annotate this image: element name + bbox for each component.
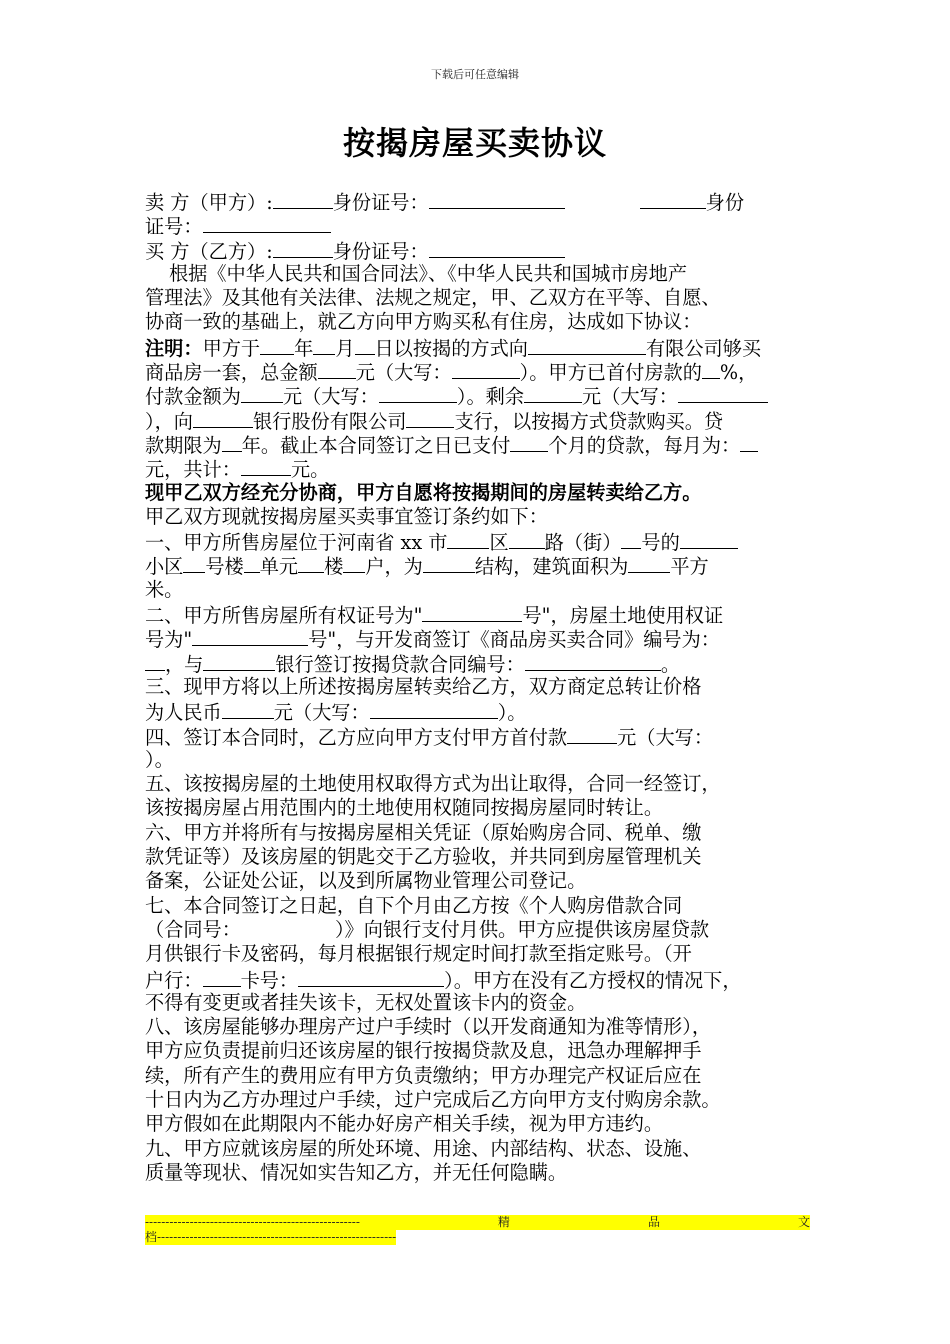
clause-8-line: 甲方假如在此期限内不能办好房产相关手续，视为甲方违约。 <box>145 1112 664 1136</box>
text: 元（大写： <box>273 701 370 725</box>
text: 号的 <box>641 531 680 555</box>
opening-bank-blank[interactable] <box>203 967 241 987</box>
footer-word: 文 <box>797 1215 810 1229</box>
clause-2-line <box>145 651 835 675</box>
clause-7-line: 不得有变更或者挂失该卡，无权处置该卡内的资金。 <box>145 990 587 1014</box>
text: 卡号： <box>240 968 299 992</box>
clause-9-line: 质量等现状、情况如实告知乙方，并无任何隐瞒。 <box>145 1160 568 1184</box>
text: 四、签订本合同时，乙方应向甲方支付甲方首付款 <box>145 725 568 749</box>
structure-blank[interactable] <box>423 553 475 573</box>
text: 元。 <box>290 458 330 482</box>
paid-words-blank[interactable] <box>379 383 457 403</box>
ownership-cert-blank[interactable] <box>422 602 522 622</box>
text: 元（大写： <box>282 385 379 409</box>
text: 日以按揭的方式向 <box>374 336 528 360</box>
seller2-id-blank[interactable] <box>203 213 331 233</box>
footer-row-2: 档----------------------------------------------------------- <box>145 1230 397 1244</box>
loan-bank-blank[interactable] <box>203 651 275 671</box>
clause-9-line: 九、甲方应就该房屋的所处环境、用途、内部结构、状态、设施、 <box>145 1136 702 1160</box>
text: 银行签订按揭贷款合同编号： <box>275 652 525 676</box>
remaining-words-blank[interactable] <box>678 383 768 403</box>
clause-6-line: 六、甲方并将所有与按揭房屋相关凭证（原始购房合同、税单、缴 <box>145 820 702 844</box>
text: 甲方于 <box>202 336 261 360</box>
seller-id-line <box>145 213 835 237</box>
seller-name-blank[interactable] <box>273 189 333 209</box>
text: 有限公司够买 <box>646 336 762 360</box>
text: 区 <box>489 531 509 555</box>
total-paid-line <box>145 456 835 480</box>
clause-1-line <box>145 529 835 553</box>
text: 银行股份有限公司 <box>252 409 407 433</box>
year-blank[interactable] <box>260 335 294 355</box>
text: ）。甲方已首付房款的 <box>519 361 702 385</box>
down-payment-blank[interactable] <box>567 724 617 744</box>
note-line <box>145 335 835 359</box>
room-blank[interactable] <box>343 553 365 573</box>
total-words-blank[interactable] <box>452 359 520 379</box>
text: 号楼 <box>205 555 244 579</box>
footer-watermark <box>145 1215 810 1245</box>
text: 小区 <box>145 555 184 579</box>
text: 月 <box>335 336 355 360</box>
branch-blank[interactable] <box>406 408 454 428</box>
text: 支行，以按揭方式贷款购买。贷 <box>454 409 724 433</box>
text: 元（大写： <box>582 385 678 409</box>
text: 元（大写： <box>355 361 452 385</box>
remaining-blank[interactable] <box>524 383 582 403</box>
text: ）。甲方在没有乙方授权的情况下， <box>444 968 742 992</box>
text: 结构，建筑面积为 <box>474 555 629 579</box>
text: 个月的贷款，每月为： <box>548 433 741 457</box>
preamble-line: 协商一致的基础上，就乙方向甲方购买私有住房，达成如下协议： <box>145 310 702 334</box>
bank-blank[interactable] <box>193 408 253 428</box>
month-blank[interactable] <box>313 335 335 355</box>
footer-dashes: ----------------------------------------------------- <box>145 1215 360 1229</box>
area-blank[interactable] <box>628 553 670 573</box>
loan-contract-blank[interactable] <box>525 651 661 671</box>
preamble-line: 根据《中华人民共和国合同法》、《中华人民共和国城市房地产 <box>169 261 688 285</box>
text: （合同号： <box>145 917 241 941</box>
id-label-2: 身份 <box>705 191 745 214</box>
payment-line <box>145 383 835 407</box>
clause-5-line: 五、该按揭房屋的土地使用权取得方式为出让取得，合同一经签订， <box>145 772 721 796</box>
buyer-line <box>145 238 835 262</box>
buyer-id-blank[interactable] <box>429 238 565 258</box>
clause-2-line <box>145 602 835 626</box>
clause-7-line: 月供银行卡及密码，每月根据银行规定时间打款至指定账号。（开 <box>145 942 692 966</box>
buyer-name-blank[interactable] <box>273 238 333 258</box>
text: 平方 <box>670 555 709 579</box>
text: ，与 <box>165 652 204 676</box>
term-line <box>145 432 835 456</box>
contract-no-blank[interactable] <box>145 651 165 671</box>
header-note: 下载后可任意编辑 <box>431 68 519 81</box>
text: 路（街） <box>544 531 622 555</box>
text: ）》向银行支付月供。甲方应提供该房屋贷款 <box>334 917 710 941</box>
monthly-blank[interactable] <box>740 432 758 452</box>
text: 户行： <box>145 968 203 992</box>
seller-label: 卖 方（甲方）: <box>145 191 273 214</box>
buyer-label: 买 方（乙方）: <box>145 239 273 263</box>
day-blank[interactable] <box>355 335 375 355</box>
transfer-statement: 现甲乙双方经充分协商，甲方自愿将按揭期间的房屋转卖给乙方。 <box>145 480 702 504</box>
text: 。 <box>660 652 680 676</box>
text: ），向 <box>145 409 193 433</box>
clause-8-line: 十日内为乙方办理过户手续，过户完成后乙方向甲方支付购房余款。 <box>145 1087 721 1111</box>
clause-8-line: 甲方应负责提前归还该房屋的银行按揭贷款及息，迅急办理解押手 <box>145 1039 702 1063</box>
clause-1-end: 米。 <box>145 577 184 601</box>
land-cert-blank[interactable] <box>192 626 308 646</box>
id-label: 身份证号： <box>332 191 429 214</box>
clause-8-line: 八、该房屋能够办理房产过户手续时（以开发商通知为准等情形）， <box>145 1015 712 1039</box>
text: 户，为 <box>365 555 423 579</box>
contract-body <box>145 189 835 1185</box>
preamble-line: 管理法》及其他有关法律、法规之规定，甲、乙双方在平等、自愿、 <box>145 286 721 310</box>
building-blank[interactable] <box>183 553 205 573</box>
clause-6-line: 款凭证等）及该房屋的钥匙交于乙方验收，并共同到房屋管理机关 <box>145 845 702 869</box>
number-blank[interactable] <box>621 529 641 549</box>
text: 二、甲方所售房屋所有权证号为" <box>145 604 423 628</box>
unit-blank[interactable] <box>244 553 260 573</box>
clause-2-line <box>145 626 835 650</box>
clause-7-line <box>145 967 835 991</box>
clause-8-line: 续，所有产生的费用应有甲方负责缴纳；甲方办理完产权证后应在 <box>145 1063 702 1087</box>
note-label: 注明： <box>145 336 203 360</box>
clause-3-line: 三、现甲方将以上所述按揭房屋转卖给乙方，双方商定总转让价格 <box>145 674 702 698</box>
text: 元（大写： <box>617 725 714 749</box>
clause-1-line <box>145 553 835 577</box>
text: 付款金额为 <box>145 385 241 409</box>
text: 号为" <box>145 628 193 652</box>
district-blank[interactable] <box>447 529 489 549</box>
seller-id-blank[interactable] <box>429 189 565 209</box>
document-title: 按揭房屋买卖协议 <box>342 124 607 162</box>
total-line <box>145 359 835 383</box>
text: 元，共计： <box>145 458 241 482</box>
percent-blank[interactable] <box>702 359 720 379</box>
seller-line <box>145 189 835 213</box>
text: 单元 <box>259 555 299 579</box>
total-paid-blank[interactable] <box>241 456 291 476</box>
clause-4-line <box>145 724 835 748</box>
text: ）。剩余 <box>456 385 525 409</box>
footer-word: 精 <box>497 1215 510 1229</box>
clause-6-line: 备案，公证处公证，以及到所属物业管理公司登记。 <box>145 869 587 893</box>
text: 一、甲方所售房屋位于河南省 xx 市 <box>145 531 448 555</box>
bank-line <box>145 408 835 432</box>
seller2-name-blank[interactable] <box>640 189 706 209</box>
text: ）。 <box>497 701 527 725</box>
community-blank[interactable] <box>680 529 738 549</box>
paid-amount-blank[interactable] <box>241 383 283 403</box>
clause-5-line: 该按揭房屋占用范围内的土地使用权随同按揭房屋同时转让。 <box>145 796 664 820</box>
terms-intro: 甲乙双方现就按揭房屋买卖事宜签订条约如下： <box>145 504 548 528</box>
text: 楼 <box>324 555 344 579</box>
price-blank[interactable] <box>222 699 274 719</box>
text: 商品房一套，总金额 <box>145 361 318 385</box>
total-amount-blank[interactable] <box>318 359 356 379</box>
term-years-blank[interactable] <box>222 432 242 452</box>
text: 款期限为 <box>145 433 222 457</box>
text: 为人民币 <box>145 701 222 725</box>
road-blank[interactable] <box>509 529 545 549</box>
text: 号"，与开发商签订《商品房买卖合同》编号为： <box>308 628 720 652</box>
text: 号"，房屋土地使用权证 <box>522 604 724 628</box>
company-blank[interactable] <box>528 335 646 355</box>
buyer-id-label: 身份证号： <box>332 239 429 263</box>
text: %， <box>719 361 758 385</box>
months-paid-blank[interactable] <box>510 432 548 452</box>
clause-4-end: ）。 <box>145 747 174 771</box>
clause-7-line: 七、本合同签订之日起，自下个月由乙方按《个人购房借款合同 <box>145 893 683 917</box>
footer-word: 品 <box>647 1215 660 1229</box>
clause-3-line <box>145 699 835 723</box>
card-number-blank[interactable] <box>298 967 444 987</box>
clause-7-line <box>145 918 835 942</box>
text: 年 <box>294 336 314 360</box>
text: 年。截止本合同签订之日已支付 <box>241 433 511 457</box>
footer-row <box>145 1215 810 1230</box>
floor-blank[interactable] <box>298 553 324 573</box>
price-words-blank[interactable] <box>370 699 498 719</box>
id-label-cont: 证号： <box>145 215 203 239</box>
